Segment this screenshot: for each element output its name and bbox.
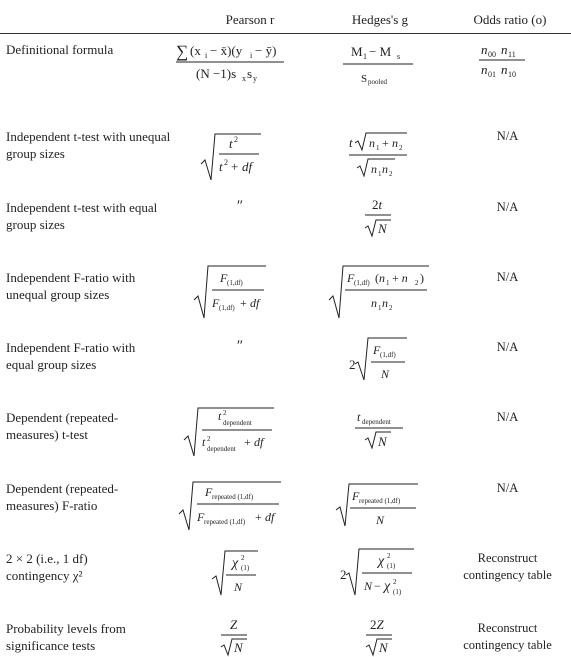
svg-text:+: + [240, 296, 247, 310]
svg-text:(1): (1) [387, 562, 396, 570]
svg-text:t: t [218, 409, 222, 423]
odds-cell: N/A [496, 129, 519, 143]
pearson-p-formula [213, 617, 258, 657]
row-label: Independent t-test with equal group sizes [6, 200, 158, 232]
header-odds: Odds ratio (o) [473, 12, 547, 27]
svg-text:F: F [220, 271, 228, 285]
svg-text:t: t [357, 410, 361, 424]
svg-text:2: 2 [241, 554, 245, 562]
svg-text:(1,df): (1,df) [227, 279, 243, 287]
header-rule [0, 33, 571, 34]
svg-text:11: 11 [508, 50, 516, 59]
svg-text:repeated (1,df): repeated (1,df) [212, 493, 254, 501]
svg-text:−: − [374, 579, 381, 593]
svg-text:N: N [379, 640, 388, 655]
svg-text:N: N [364, 579, 373, 593]
svg-text:dependent: dependent [362, 418, 391, 426]
svg-text:χ: χ [378, 554, 385, 569]
svg-text:N: N [234, 580, 243, 594]
svg-text:− ȳ): − ȳ) [255, 43, 277, 58]
odds-cell: N/A [496, 481, 519, 495]
svg-text:pooled: pooled [368, 78, 388, 86]
svg-text:1: 1 [378, 170, 382, 178]
odds-cell: N/A [496, 200, 519, 214]
svg-text:dependent: dependent [223, 419, 252, 427]
svg-text:S: S [361, 73, 368, 85]
odds-cell: N/A [496, 270, 519, 284]
pearson-definitional-formula [170, 38, 295, 88]
svg-text:(N −1)s: (N −1)s [196, 66, 237, 81]
odds-cell: N/A [496, 410, 519, 424]
svg-text:F: F [197, 510, 205, 524]
svg-text:n: n [382, 162, 388, 176]
svg-text:(1): (1) [393, 588, 402, 596]
svg-text:t: t [202, 435, 206, 449]
header-pearson: Pearson r [225, 12, 275, 27]
hedges-t-unequal-formula [345, 130, 420, 185]
svg-text:M: M [351, 44, 363, 59]
svg-text:2: 2 [340, 567, 347, 582]
svg-text:dependent: dependent [207, 445, 236, 453]
svg-text:10: 10 [508, 70, 516, 79]
svg-text:(1): (1) [241, 564, 250, 572]
svg-text:2: 2 [399, 144, 403, 152]
svg-text:df: df [254, 435, 264, 449]
svg-text:n: n [392, 136, 398, 150]
hedges-t-equal-formula [355, 196, 400, 238]
hedges-f-equal-formula [345, 334, 420, 384]
svg-text:t: t [219, 159, 223, 174]
svg-text:2: 2 [234, 135, 238, 144]
svg-text:repeated (1,df): repeated (1,df) [359, 497, 401, 505]
svg-text:N: N [234, 640, 243, 655]
svg-text:χ: χ [384, 579, 391, 594]
svg-text:+: + [244, 435, 251, 449]
svg-text:01: 01 [488, 70, 496, 79]
svg-text:x: x [242, 74, 246, 83]
svg-text:F: F [205, 485, 213, 499]
svg-text:(n: (n [375, 271, 385, 285]
pearson-f-unequal-formula [190, 262, 275, 322]
svg-text:+: + [382, 136, 389, 150]
svg-text:i: i [205, 51, 208, 60]
svg-text:n: n [371, 296, 377, 310]
svg-text:df: df [265, 510, 275, 524]
svg-text:t: t [349, 135, 353, 150]
svg-text:1: 1 [386, 279, 390, 287]
svg-text:2: 2 [393, 578, 397, 586]
svg-text:df: df [250, 296, 260, 310]
svg-text:2: 2 [349, 357, 356, 372]
svg-text:00: 00 [488, 50, 496, 59]
svg-text:χ: χ [232, 556, 239, 571]
svg-text:1: 1 [376, 144, 380, 152]
row-label: Independent F-ratio with unequal group sizes [6, 270, 136, 302]
hedges-dep-f-formula [332, 480, 427, 530]
svg-text:n: n [501, 42, 508, 57]
svg-text:(x: (x [190, 43, 201, 58]
svg-text:s: s [247, 66, 253, 81]
svg-text:n: n [371, 162, 377, 176]
svg-text:n: n [382, 296, 388, 310]
svg-text:y: y [253, 74, 257, 83]
svg-text:2: 2 [223, 409, 227, 417]
hedges-chi-formula [338, 545, 423, 600]
svg-text:− M: − M [369, 44, 392, 59]
row-label: Independent t-test with unequal group sizes [6, 129, 171, 161]
pearson-f-equal-ditto: ″ [236, 337, 244, 354]
svg-text:+: + [255, 510, 262, 524]
svg-text:∑: ∑ [176, 42, 189, 61]
svg-text:+: + [231, 159, 239, 174]
svg-text:F: F [352, 489, 360, 503]
svg-text:2t: 2t [372, 197, 383, 212]
svg-text:2: 2 [415, 279, 419, 287]
svg-text:i: i [250, 51, 253, 60]
odds-definitional-formula [473, 38, 543, 83]
header-hedges: Hedges's g [351, 12, 409, 27]
svg-text:(1,df): (1,df) [380, 351, 396, 359]
svg-text:1: 1 [378, 304, 382, 312]
svg-text:Z: Z [230, 617, 238, 632]
pearson-dep-t-formula [180, 404, 285, 459]
odds-cell: N/A [496, 340, 519, 354]
svg-text:N: N [381, 367, 390, 381]
pearson-t-unequal-formula [195, 130, 275, 185]
svg-text:1: 1 [363, 52, 367, 61]
svg-text:repeated (1,df): repeated (1,df) [204, 518, 246, 526]
svg-text:n: n [481, 42, 488, 57]
svg-text:s: s [397, 52, 401, 61]
svg-text:N: N [376, 513, 385, 527]
row-label: Definitional formula [6, 42, 114, 57]
svg-text:n: n [369, 136, 375, 150]
svg-text:n: n [501, 62, 508, 77]
row-label: Independent F-ratio with equal group sizes [6, 340, 136, 372]
svg-text:2: 2 [389, 304, 393, 312]
odds-cell: Reconstruct contingency table [463, 551, 552, 582]
svg-text:2Z: 2Z [370, 617, 384, 632]
svg-text:n: n [481, 62, 488, 77]
svg-text:t: t [229, 136, 233, 151]
svg-text:df: df [242, 159, 253, 174]
svg-text:(1,df): (1,df) [354, 279, 370, 287]
row-label: Dependent (repeated-measures) t-test [6, 410, 119, 442]
row-label: 2 × 2 (i.e., 1 df) contingency χ² [6, 551, 88, 583]
row-label: Probability levels from significance tests [6, 621, 126, 653]
svg-text:2: 2 [387, 552, 391, 560]
svg-text:N: N [378, 434, 387, 449]
row-label: Dependent (repeated-measures) F-ratio [6, 481, 119, 513]
svg-text:− x̄)(y: − x̄)(y [210, 43, 243, 58]
svg-text:+ n: + n [392, 271, 408, 285]
svg-text:): ) [420, 271, 424, 285]
svg-text:F: F [212, 296, 220, 310]
hedges-f-unequal-formula [325, 262, 435, 322]
svg-text:F: F [347, 271, 355, 285]
svg-text:2: 2 [207, 435, 211, 443]
pearson-dep-f-formula [175, 478, 290, 533]
odds-cell: Reconstruct contingency table [463, 621, 552, 652]
pearson-t-equal-ditto: ″ [236, 197, 244, 214]
hedges-definitional-formula [335, 38, 425, 88]
hedges-p-formula [358, 617, 403, 657]
svg-text:(1,df): (1,df) [219, 304, 235, 312]
svg-text:N: N [378, 221, 387, 236]
svg-text:2: 2 [224, 158, 228, 167]
hedges-dep-t-formula [345, 406, 420, 456]
pearson-chi-formula [208, 547, 268, 599]
svg-text:2: 2 [389, 170, 393, 178]
svg-text:F: F [373, 343, 381, 357]
